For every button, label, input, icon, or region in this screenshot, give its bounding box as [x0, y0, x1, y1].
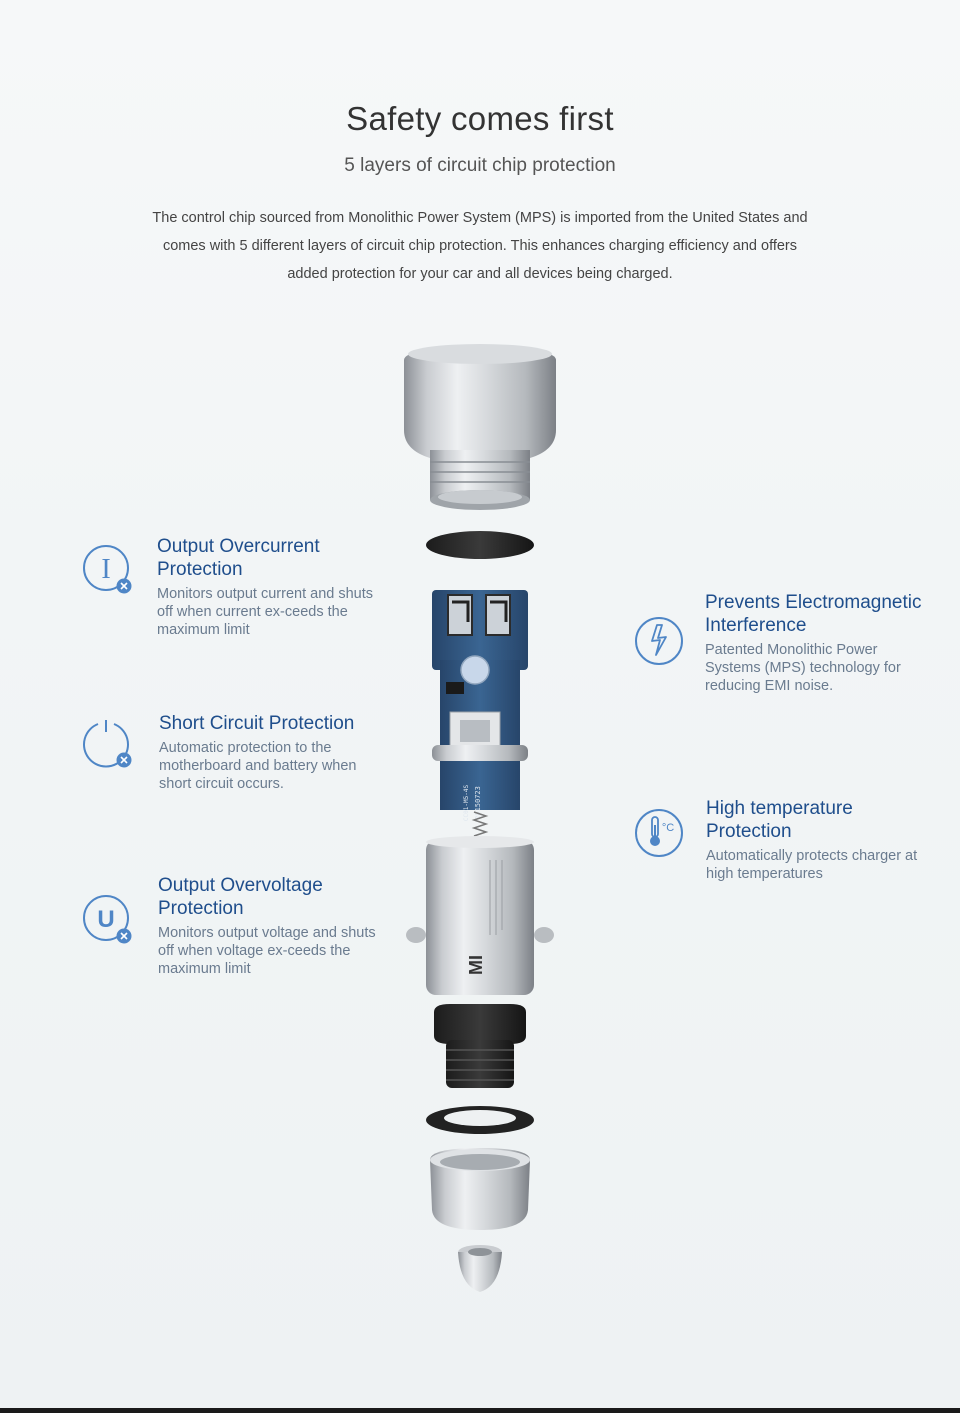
feature-overvoltage	[158, 874, 378, 978]
feature-title: High temperature Protection	[706, 798, 853, 842]
charger-exploded-view	[390, 340, 570, 1310]
voltage-u-icon	[82, 894, 134, 946]
feature-short-circuit	[159, 712, 379, 793]
black-ring	[426, 1106, 534, 1134]
feature-temperature	[706, 797, 931, 883]
svg-text:I: I	[101, 554, 111, 585]
current-i-icon	[82, 544, 134, 596]
feature-title: Output Overcurrent Protection	[157, 536, 320, 580]
page-subtitle: 5 layers of circuit chip protection	[344, 155, 616, 176]
contact-tip	[458, 1245, 502, 1292]
svg-text:°C: °C	[661, 822, 675, 834]
top-cap	[404, 344, 556, 510]
gasket-disc	[426, 531, 534, 559]
page-title: Safety comes first	[346, 100, 614, 137]
metal-cup	[430, 1148, 530, 1230]
svg-text:U: U	[97, 906, 115, 933]
feature-text: Patented Monolithic Power Systems (MPS) technology for reducing EMI noise.	[705, 642, 901, 694]
feature-overcurrent	[157, 535, 377, 639]
mi-logo: MI	[466, 955, 486, 975]
bottom-plug	[434, 1004, 526, 1088]
lightning-icon	[633, 615, 685, 667]
thermometer-icon	[633, 807, 685, 859]
board-code: 20150723	[474, 786, 482, 820]
feature-title: Prevents Electromagnetic Interference	[705, 592, 922, 636]
feature-title: Output Overvoltage Protection	[158, 875, 323, 919]
feature-emi	[705, 591, 930, 695]
feature-text: Automatic protection to the motherboard and battery when short circuit occurs.	[159, 740, 357, 792]
feature-text: Monitors output voltage and shuts off when voltage ex-ceeds the maximum limit	[158, 925, 376, 977]
bottom-border	[0, 1408, 960, 1413]
power-icon	[82, 718, 134, 770]
feature-text: Automatically protects charger at high temperatures	[706, 848, 918, 882]
feature-text: Monitors output current and shuts off when current ex-ceeds the maximum limit	[157, 586, 374, 638]
charger-body	[406, 836, 554, 995]
page-description: The control chip sourced from Monolithic Power System (MPS) is imported from the United States and comes with 5 different layers of circuit chip protection. This enhances charging efficiency and offers added protection for your car and all devices being charged.	[152, 210, 808, 282]
board-model: CC01-M5-4S	[463, 784, 470, 822]
feature-title: Short Circuit Protection	[159, 713, 355, 734]
circuit-board	[432, 590, 528, 836]
